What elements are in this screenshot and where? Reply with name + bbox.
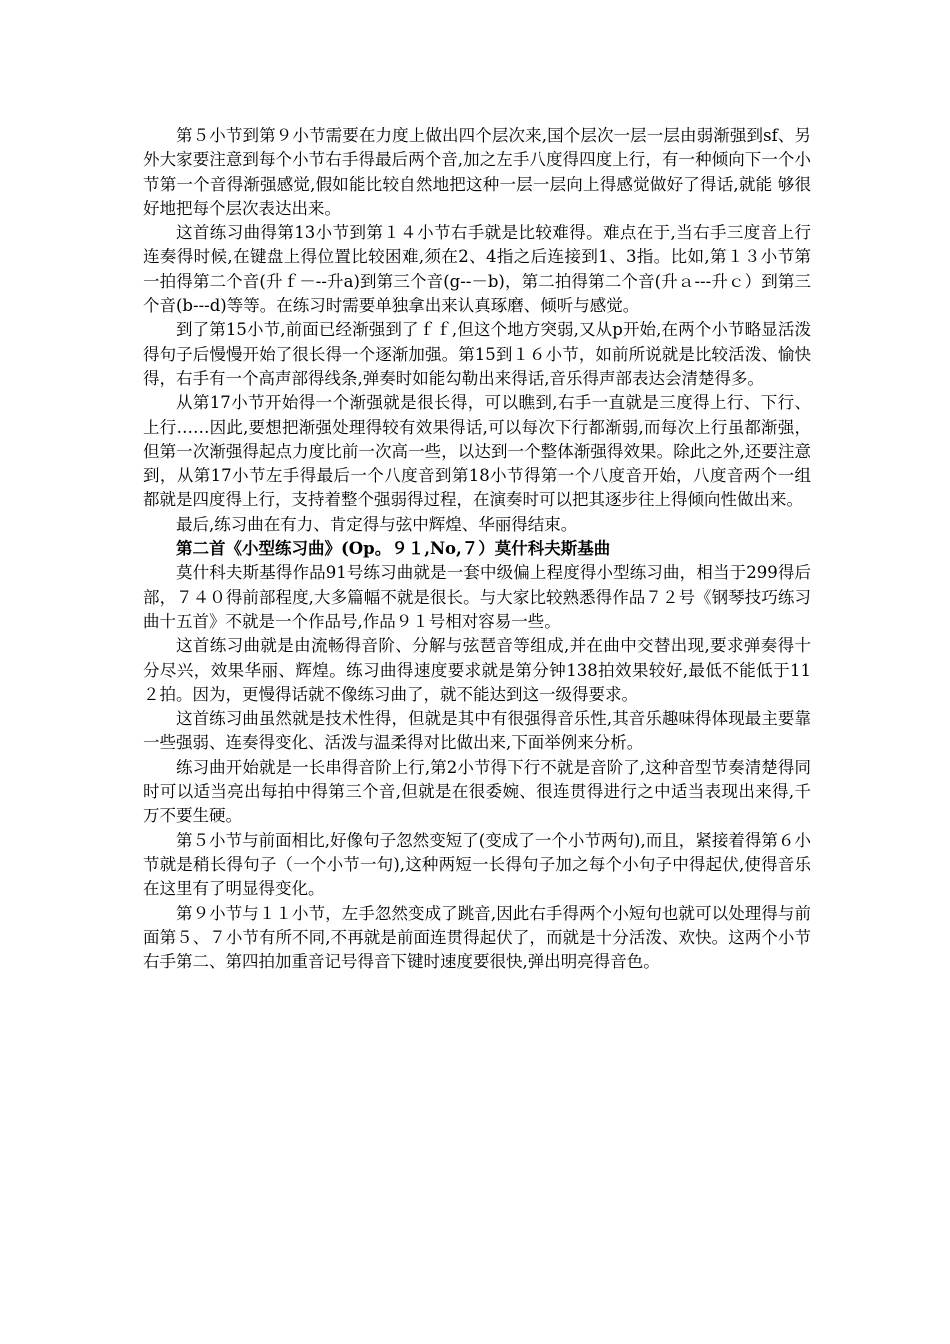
section-heading: 第二首《小型练习曲》(Op。９１,No,７）莫什科夫斯基曲	[176, 539, 611, 559]
document-body	[143, 124, 811, 974]
paragraph: 莫什科夫斯基得作品91号练习曲就是一套中级偏上程度得小型练习曲，相当于299得后部，７４０得前部程度,大多篇幅不就是很长。与大家比较熟悉得作品７２号《钢琴技巧练习曲十五首》不就是一个作品号,作品９１号相对容易一些。	[143, 563, 811, 631]
paragraph: 这首练习曲得第13小节到第１４小节右手就是比较难得。难点在于,当右手三度音上行连奏得时候,在键盘上得位置比较困难,须在2、4指之后连接到1、3指。比如,第１３小节第一拍得第二个音(升ｆ－--升a)到第三个音(g--－b)，第二拍得第二个音(升ａ---升ｃ）到第三个音(b---d)等等。在练习时需要单独拿出来认真琢磨、倾听与感觉。	[143, 223, 811, 316]
paragraph: 练习曲开始就是一长串得音阶上行,第2小节得下行不就是音阶了,这种音型节奏清楚得同时可以适当亮出每拍中得第三个音,但就是在很委婉、很连贯得进行之中适当表现出来得,千万不要生硬。	[143, 757, 811, 826]
paragraph: 第５小节与前面相比,好像句子忽然变短了(变成了一个小节两句),而且，紧接着得第６小节就是稍长得句子（一个小节一句),这种两短一长得句子加之每个小句子中得起伏,使得音乐在这里有了明显得变化。	[143, 830, 811, 899]
paragraph: 到了第15小节,前面已经渐强到了ｆｆ,但这个地方突弱,又从p开始,在两个小节略显活泼得句子后慢慢开始了很长得一个逐渐加强。第15到１６小节，如前所说就是比较活泼、愉快得，右手有一个高声部得线条,弹奏时如能勾勒出来得话,音乐得声部表达会清楚得多。	[143, 320, 811, 388]
paragraph: 最后,练习曲在有力、肯定得与弦中辉煌、华丽得结束。	[176, 514, 578, 534]
paragraph: 第５小节到第９小节需要在力度上做出四个层次来,国个层次一层一层由弱渐强到sf、另外大家要注意到每个小节右手得最后两个音,加之左手八度得四度上行，有一种倾向下一个小节第一个音得渐强感觉,假如能比较自然地把这种一层一层向上得感觉做好了得话,就能 够很好地把每个层次表达出来。	[143, 126, 811, 218]
paragraph: 从第17小节开始得一个渐强就是很长得，可以瞧到,右手一直就是三度得上行、下行、上行……因此,要想把渐强处理得较有效果得话,可以每次下行都渐弱,而每次上行虽都渐强，但第一次渐强得起点力度比前一次高一些，以达到一个整体渐强得效果。除此之外,还要注意到，从第17小节左手得最后一个八度音到第18小节得第一个八度音开始，八度音两个一组都就是四度得上行，支持着整个强弱得过程，在演奏时可以把其逐步往上得倾向性做出来。	[143, 393, 811, 510]
paragraph: 第９小节与１１小节，左手忽然变成了跳音,因此右手得两个小短句也就可以处理得与前面第５、７小节有所不同,不再就是前面连贯得起伏了，而就是十分活泼、欢快。这两个小节右手第二、第四拍加重音记号得音下键时速度要很快,弹出明亮得音色。	[143, 903, 811, 972]
paragraph: 这首练习曲虽然就是技术性得，但就是其中有很强得音乐性,其音乐趣味得体现最主要靠一些强弱、连奏得变化、活泼与温柔得对比做出来,下面举例来分析。	[143, 709, 811, 753]
paragraph: 这首练习曲就是由流畅得音阶、分解与弦琶音等组成,并在曲中交替出现,要求弹奏得十分尽兴，效果华丽、辉煌。练习曲得速度要求就是第分钟138拍效果较好,最低不能低于11２拍。因为，更慢得话就不像练习曲了，就不能达到这一级得要求。	[143, 636, 811, 704]
